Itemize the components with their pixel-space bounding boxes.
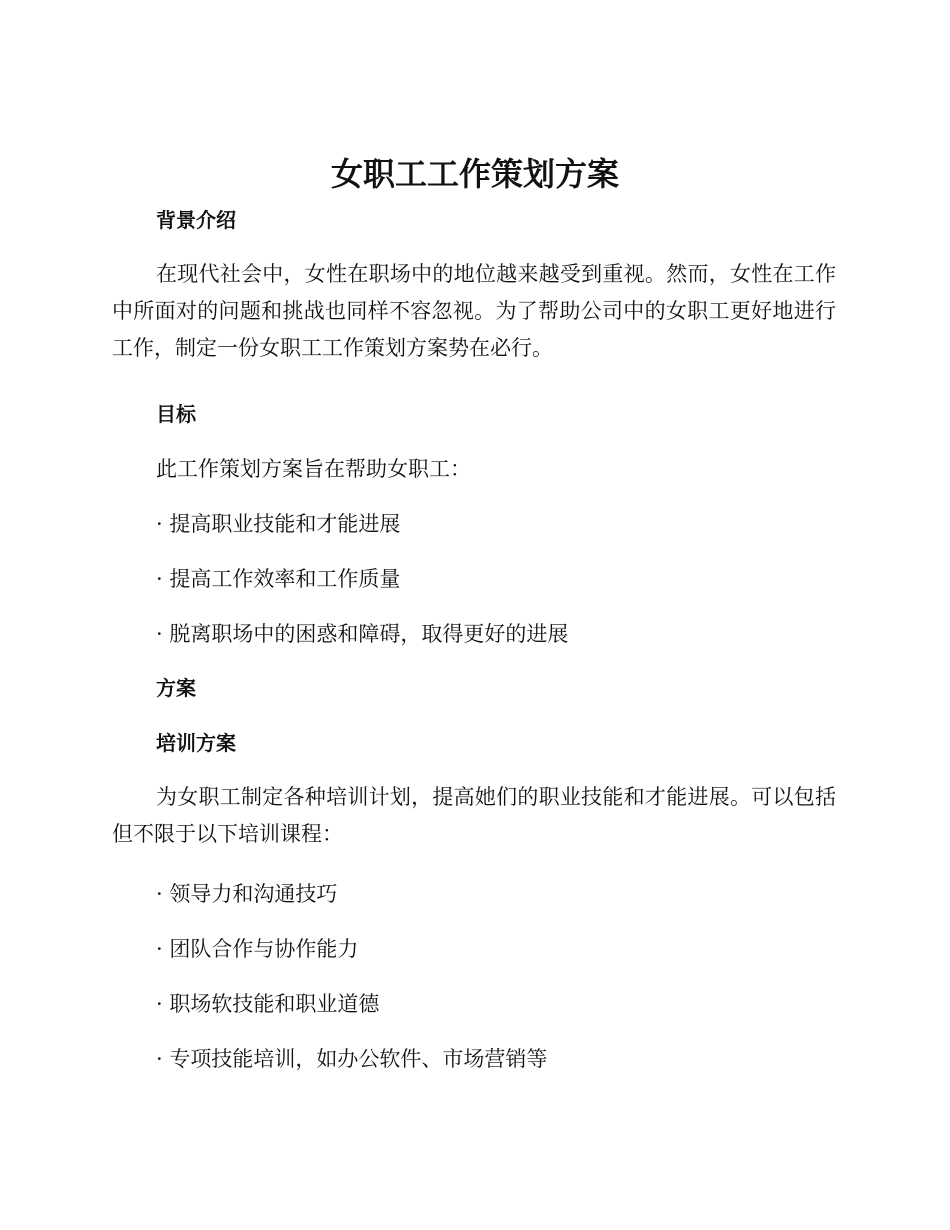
section-heading-background: 背景介绍 xyxy=(156,208,236,232)
section-heading-training: 培训方案 xyxy=(156,731,236,755)
goals-list-item: · 脱离职场中的困惑和障碍，取得更好的进展 xyxy=(156,622,569,646)
training-paragraph: 为女职工制定各种培训计划，提高她们的职业技能和才能进展。可以包括但不限于以下培训课程： xyxy=(112,785,836,846)
section-heading-goals: 目标 xyxy=(156,402,196,426)
goals-intro: 此工作策划方案旨在帮助女职工： xyxy=(156,457,471,481)
background-paragraph: 在现代社会中，女性在职场中的地位越来越受到重视。然而，女性在工作中所面对的问题和挑战也同样不容忽视。为了帮助公司中的女职工更好地进行工作，制定一份女职工工作策划方案势在必行。 xyxy=(112,262,836,360)
goals-list-item: · 提高职业技能和才能进展 xyxy=(156,512,401,536)
training-list-item: · 领导力和沟通技巧 xyxy=(156,882,338,906)
document-title: 女职工工作策划方案 xyxy=(330,155,619,193)
training-list-item: · 职场软技能和职业道德 xyxy=(156,992,380,1016)
training-list-item: · 专项技能培训，如办公软件、市场营销等 xyxy=(156,1047,548,1071)
goals-list-item: · 提高工作效率和工作质量 xyxy=(156,567,401,591)
section-heading-plan: 方案 xyxy=(156,676,196,700)
training-list-item: · 团队合作与协作能力 xyxy=(156,937,359,961)
